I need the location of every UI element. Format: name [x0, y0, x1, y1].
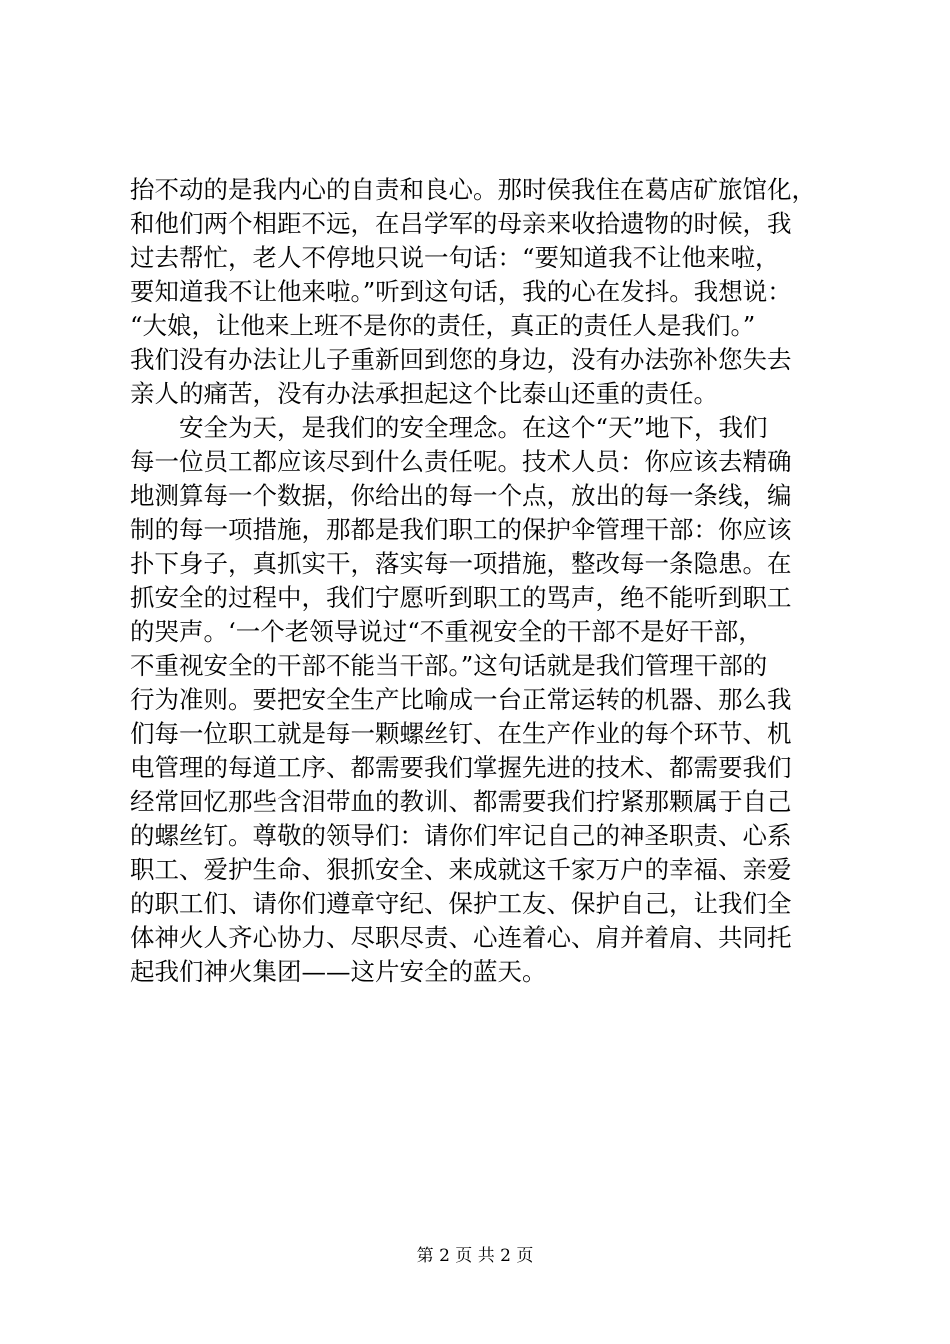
text-line: 的职工们、请你们遵章守纪、保护工友、保护自己，让我们全: [130, 889, 792, 918]
text-line: 每一位员工都应该尽到什么责任呢。技术人员：你应该去精确: [130, 447, 792, 476]
text-line: 起我们神火集团——这片安全的蓝天。: [130, 957, 547, 986]
text-line: 地测算每一个数据，你给出的每一个点，放出的每一条线，编: [130, 481, 792, 510]
page-number-footer: 第 2 页 共 2 页: [416, 1246, 534, 1266]
text-line: 经常回忆那些含泪带血的教训、都需要我们拧紧那颗属于自己: [130, 787, 792, 816]
text-line: 安全为天，是我们的安全理念。在这个“天”地下，我们: [130, 413, 768, 442]
text-line: 的螺丝钉。尊敬的领导们：请你们牢记自己的神圣职责、心系: [130, 821, 792, 850]
text-line: 制的每一项措施，那都是我们职工的保护伞管理干部：你应该: [130, 515, 792, 544]
text-line: 的哭声。‘一个老领导说过“不重视安全的干部不是好干部，: [130, 617, 763, 646]
text-line: 抓安全的过程中，我们宁愿听到职工的骂声，绝不能听到职工: [130, 583, 792, 612]
text-line: 们每一位职工就是每一颗螺丝钉、在生产作业的每个环节、机: [130, 719, 792, 748]
text-line: 体神火人齐心协力、尽职尽责、心连着心、肩并着肩、共同托: [130, 923, 792, 952]
text-line: “大娘，让他来上班不是你的责任，真正的责任人是我们。”: [130, 311, 756, 340]
text-line: 过去帮忙，老人不停地只说一句话：“要知道我不让他来啦，: [130, 243, 780, 272]
text-line: 不重视安全的干部不能当干部。”这句话就是我们管理干部的: [130, 651, 768, 680]
text-line: 我们没有办法让儿子重新回到您的身边，没有办法弥补您失去: [130, 345, 792, 374]
text-line: 扑下身子，真抓实干，落实每一项措施，整改每一条隐患。在: [130, 549, 792, 578]
text-line: 行为准则。要把安全生产比喻成一台正常运转的机器、那么我: [130, 685, 792, 714]
text-line: 职工、爱护生命、狠抓安全、来成就这千家万户的幸福、亲爱: [130, 855, 792, 884]
text-line: 抬不动的是我内心的自责和良心。那时侯我住在葛店矿旅馆化，: [130, 175, 816, 204]
text-line: 亲人的痛苦，没有办法承担起这个比泰山还重的责任。: [130, 379, 718, 408]
text-line: 电管理的每道工序、都需要我们掌握先进的技术、都需要我们: [130, 753, 792, 782]
text-line: 要知道我不让他来啦。”听到这句话，我的心在发抖。我想说：: [130, 277, 792, 306]
text-line: 和他们两个相距不远，在吕学军的母亲来收拾遗物的时候，我: [130, 209, 792, 238]
body-text: [130, 173, 835, 989]
